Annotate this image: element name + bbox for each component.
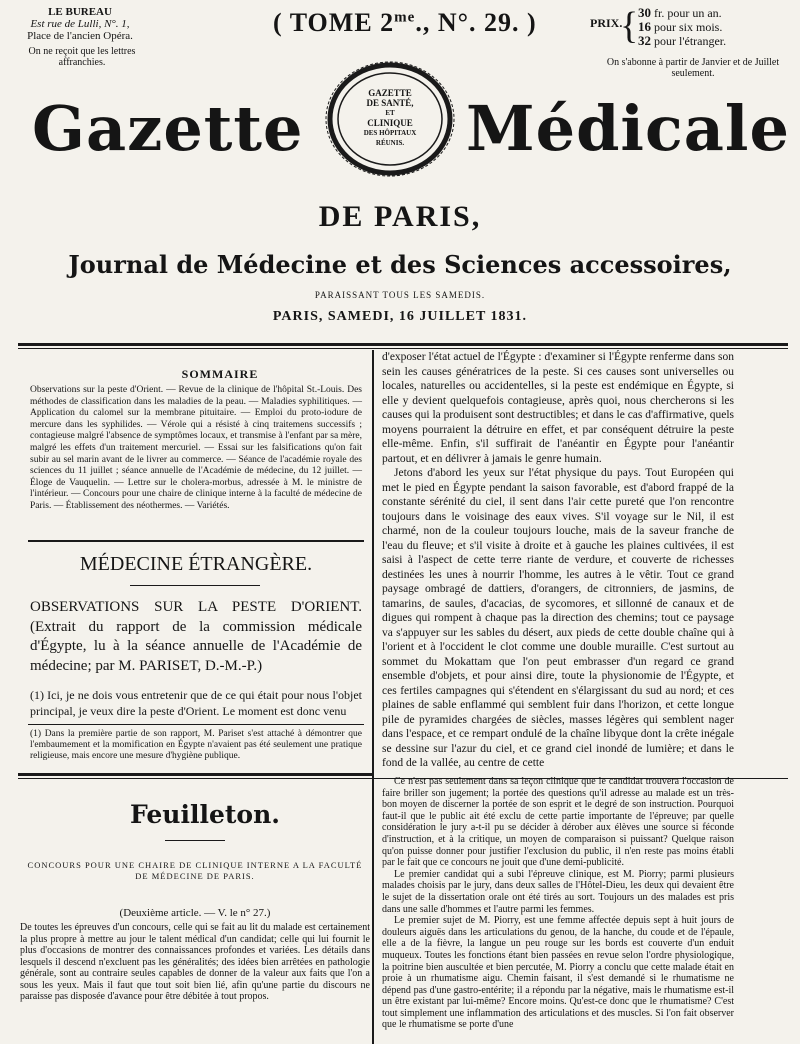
prix-label: PRIX. <box>590 16 623 30</box>
price-amount: 16 <box>638 19 651 34</box>
price-text: fr. pour un an. <box>654 6 722 20</box>
right-column-feuilleton <box>382 776 734 1031</box>
feuilleton-text: De toutes les épreuves d'un concours, celle qui se fait au lit du malade est certainement la plus propre à mettre au jour le talent médical d'un candidat; celle qui lui fournit le plus d'occasions de montrer des connaissances profondes et variées. Les détails dans lesquels il descend n'excluent pas les généralités; des idées bien arrêtées en pathologie générale, sont au contraire seules capables de donner de la valeur aux faits que l'on a sous les yeux. Mais il faut que tout soit bien lié, afin qu'une partie du discours ne paraisse pas disposée d'avance pour être débitée à tout propos. <box>20 922 370 1002</box>
concours-heading: CONCOURS POUR UNE CHAIRE DE CLINIQUE INTERNE A LA FACULTÉ DE MÉDECINE DE PARIS. <box>27 860 363 881</box>
price-amount: 32 <box>638 33 651 48</box>
price-row <box>638 20 726 34</box>
bureau-address <box>10 6 150 42</box>
bureau-place: Place de l'ancien Opéra. <box>27 30 133 42</box>
header-rule <box>18 343 788 346</box>
title-gazette: Gazette <box>32 92 304 165</box>
tome-sup: me <box>394 9 416 26</box>
feuilleton-rule <box>18 773 374 776</box>
footnote-rule <box>28 724 364 725</box>
header-rule-thin <box>18 348 788 349</box>
article-footnote: (1) Dans la première partie de son rapport, M. Pariset s'est attaché à démontrer que l'embaumement et la momification en Égypte n'avaient pas été seulement une pratique religieuse, mais encore une mesure d'hygiène publique. <box>30 729 362 761</box>
observations-title: OBSERVATIONS SUR LA PESTE D'ORIENT. (Extrait du rapport de la commission médicale d'Égypte, lu à la séance annuelle de l'Académie de médecine; par M. PARISET, D.-M.-P.) <box>30 599 362 674</box>
seal-text <box>325 88 455 148</box>
seal-line: DE SANTÉ, <box>366 98 414 108</box>
journal-subtitle: Journal de Médecine et des Sciences accessoires, <box>68 250 732 279</box>
sommaire-text: Observations sur la peste d'Orient. — Revue de la clinique de l'hôpital St.-Louis. Des méthodes de classification dans les maladies de la peau. — Maladies syphilitiques. — Application du calomel sur la membrane pituitaire. — Emploi du proto-iodure de mercure dans les syphilides. — Vérole qui a résisté à cinq traitemens successifs ; contagieuse malgré l'absence de symptômes locaux, et transmise à l'enfant par sa mère, malgré les effets d'un traitement mercuriel. — Essai sur les falsifications qu'on fait subir au sel marin avant de le livrer au commerce. — Séance de l'académie royale des sciences du 11 juillet ; séance annuelle de l'Académie de médecine, du 12 juillet. — Éloge de Vauquelin. — Lettre sur le cholera-morbus, adressée à M. le ministre de l'intérieur. — Concours pour une chaire de clinique interne à la faculté de médecine de Paris. — Établissement des néothermes. — Variétés. <box>30 385 362 511</box>
feuilleton-paragraph: Le premier sujet de M. Piorry, est une femme affectée depuis sept à huit jours de douleurs aiguës dans les articulations du genou, de la hanche, du coude et de l'épaule, elle a de la fièvre, la langue un peu rouge sur les bords est couverte d'un enduit muqueux. Toutes les fonctions étant bien passées en revue selon l'ordre physiologique, la poitrine bien auscultée et bien percutée, M. Piorry a conclu que cette malade était en proie à un rhumatisme aigu. Chemin faisant, il s'est demandé si le rhumatisme ne dépend pas d'une gastro-entérite; il a répondu par la négative, mais le rhumatisme est-il un être existant par lui-même? Encore moins. Qu'est-ce donc que le rhumatisme? C'est tout simplement une inflammation des articulations et des muscles. Si l'on fait observer que le rhumatisme se porte d'une <box>382 915 734 1031</box>
seal-line: CLINIQUE <box>367 118 413 128</box>
price-text: pour six mois. <box>654 20 723 34</box>
column-divider <box>372 350 374 1044</box>
sommaire-title: SOMMAIRE <box>181 367 259 381</box>
feuilleton-underline <box>165 840 225 841</box>
seal-line: DES HÔPITAUX <box>363 129 417 137</box>
medecine-etrangere-heading: MÉDECINE ÉTRANGÈRE. <box>79 553 313 575</box>
seal-emblem <box>325 60 455 178</box>
publication-frequency: PARAISSANT TOUS LES SAMEDIS. <box>314 290 486 300</box>
lettres-notice: On ne reçoit que les lettres affranchies. <box>28 46 136 68</box>
title-medicale: Médicale <box>466 92 790 165</box>
article-paragraph: d'exposer l'état actuel de l'Égypte : d'examiner si l'Égypte renferme dans son sein les causes génératrices de la peste. Si ces causes sont universelles ou locales, naturelles ou accidentelles, si la peste est endémique en Égypte, si elle y devient quelquefois contagieuse, après quoi, nous chercherons si les causes qui la produisent sont destructibles; et dans le cas d'affirmative, quels moyens pourraient la détruire en effet, et par conséquent détruire la peste elle-même. Enfin, s'il suffirait de l'anéantir en Égypte pour l'anéantir partout, et en délivrer à jamais le genre humain. <box>382 351 734 465</box>
article-paragraph: Jetons d'abord les yeux sur l'état physique du pays. Tout Européen qui met le pied en Égypte pendant la saison favorable, est d'abord frappé de la constante sérénité du ciel, il sent dans l'air cette pureté que l'on rencontre toujours dans le voisinage des eaux vives. S'il voyage sur le Nil, il est charmé, non de la couleur toujours louche, mais de la saveur franche de l'eau du fleuve; et s'il visite à droite et à gauche les plaines cultivées, il est saisi à l'aspect de cette terre riante de verdure, et couverte de richesses destinées les unes à nourrir l'homme, les autres à le vêtir. Tout ce grand paysage ombragé de dattiers, d'orangers, de citronniers, de jasmins, de tamarins, de saules, d'acacias, de sycomores, et sillonné de canaux et de digues qui rompent à chaque pas la direction des chemins; tout ce paysage va s'appuyer sur les sables du désert, aux pieds de cette double chaîne qui à l'orient et à l'occident le clot comme une double muraille. C'est surtout au sommet du Mokattam que l'on peut embrasser d'un regard ce grand ensemble d'objets, et pour ainsi dire, toute la physionomie de l'Égypte, et ces fertiles campagnes qui s'étendent en s'élargissant du sud au nord; et ces plaines de sable enflammé qui semblent fuir dans l'horizon, et cette longue pile de pyramides chargées de siècles, masses légères qui semblent nager dans l'espace, et ce rempart ondulé de la chaîne libyque dont la crête inégale se dessine sur l'azur du ciel, et ce grand ciel inondé de lumière; et dans le fond de la vallée, au centre de cette <box>382 467 734 769</box>
price-text: pour l'étranger. <box>654 34 727 48</box>
article-intro: (1) Ici, je ne dois vous entretenir que de ce qui était pour nous l'objet principal, je veux dire la peste d'Orient. Le moment est donc venu <box>30 688 362 718</box>
bureau-label: LE BUREAU <box>48 6 112 18</box>
de-paris-heading: DE PARIS, <box>318 200 482 233</box>
feuilleton-paragraph: Ce n'est pas seulement dans sa leçon clinique que le candidat trouvera l'occasion de faire briller son jugement; la portée des questions qu'il adresse au malade est un très-bon moyen de discerner la portée de son esprit et le degré de son instruction. Pourquoi faut-il que le public ait été exclu de cette partie importante de l'épreuve; par quelle considération le jury a-t-il pu se décider à dérober aux élèves une source si féconde d'instruction, et à la critique, un moyen de comparaison si puissant? Quelque raison qu'on puisse donner pour justifier l'exclusion du public, il n'en reste pas moins établi par le fait que ce concours ne jouit que d'une demi-publicité. <box>382 776 734 869</box>
price-row <box>638 34 726 48</box>
tome-number <box>273 8 573 38</box>
right-column-article <box>382 350 734 771</box>
price-row <box>638 6 726 20</box>
abonnement-notice: On s'abonne à partir de Janvier et de Juillet seulement. <box>606 57 780 79</box>
heading-underline <box>130 585 260 586</box>
tome-label: ( TOME 2 <box>273 8 395 37</box>
bureau-street: Est rue de Lulli, N°. 1, <box>30 18 130 30</box>
article-number: (Deuxième article. — V. le n° 27.) <box>119 907 271 919</box>
feuilleton-heading: Feuilleton. <box>130 800 280 829</box>
seal-line: RÉUNIS. <box>375 139 405 147</box>
tome-issue: ., N°. 29. ) <box>415 8 537 37</box>
seal-line: GAZETTE <box>368 88 412 98</box>
brace-icon: { <box>620 5 639 47</box>
price-amount: 30 <box>638 5 651 20</box>
seal-line: ET <box>385 109 395 117</box>
feuilleton-paragraph: Le premier candidat qui a subi l'épreuve clinique, est M. Piorry; parmi plusieurs malades choisis par le jury, dans deux salles de l'Hôtel-Dieu, les deux qui devaient être le sujet de la dissertation orale ont été tirés au sort. Toujours un des malades est pris dans une salle d'hommes et l'autre parmi les femmes. <box>382 868 734 915</box>
section-rule <box>28 540 364 542</box>
issue-date: PARIS, SAMEDI, 16 JUILLET 1831. <box>272 309 528 324</box>
